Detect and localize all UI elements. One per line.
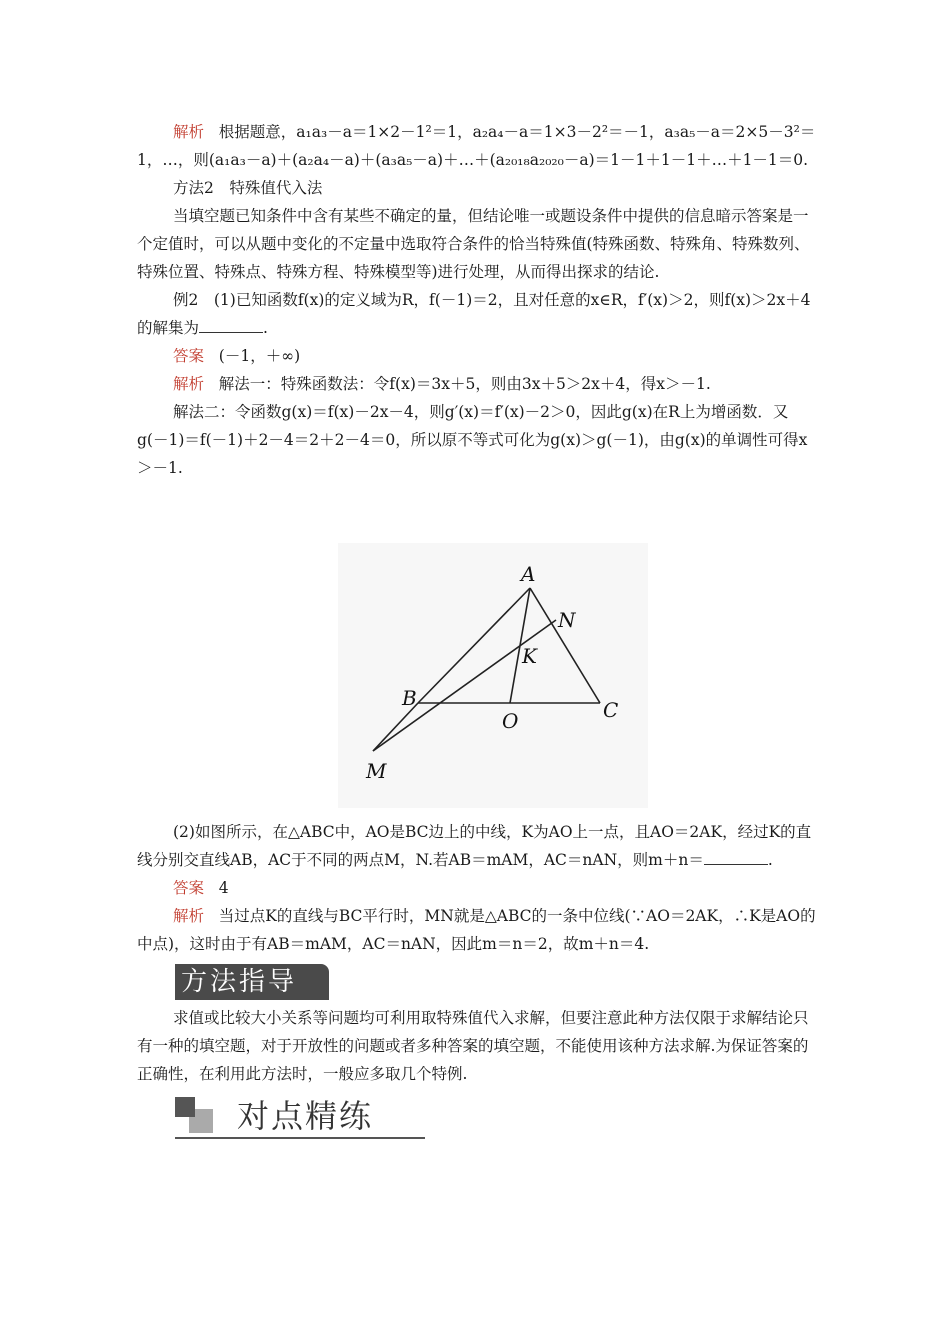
method-title: 方法2 特殊值代入法 (173, 179, 323, 197)
solution-label: 解析 (173, 375, 205, 393)
guide-text: 求值或比较大小关系等问题均可利用取特殊值代入求解，但要注意此种方法仅限于求解结论只有一种的填空题，对于开放性的问题或者多种答案的填空题，不能使用该种方法求解.为保证答案的正确性，在利用此方法时，一般应多取几个特例. (137, 1009, 809, 1083)
point-label-O: O (502, 709, 519, 733)
point-label-B: B (402, 686, 417, 710)
solution-text: 根据题意，a₁a₃－a＝1×2－1²＝1，a₂a₄－a＝1×3－2²＝－1，a₃a₅－a＝2×5－3²＝1，…，则(a₁a₃－a)＋(a₂a₄－a)＋(a₃a₅－a)＋…＋(a₂₀₁₈a₂₀₂₀－a)＝1－1＋1－1＋…＋1－1＝0. (137, 123, 816, 169)
solution-method-2: 解法二：令函数g(x)＝f(x)－2x－4，则g′(x)＝f′(x)－2＞0，因此g(x)在R上为增函数．又g(－1)＝f(－1)＋2－4＝2＋2－4＝0，所以原不等式可化为g(x)＞g(－1)，由g(x)的单调性可得x＞－1. (137, 403, 808, 477)
triangle-figure (338, 543, 648, 808)
section-title: 对点精练 (237, 1097, 374, 1135)
line-MN (373, 620, 556, 751)
line-AC (530, 588, 600, 703)
solution-paragraph-1 (137, 118, 817, 174)
guide-block (137, 1004, 817, 1088)
solution-label: 解析 (173, 123, 205, 141)
point-label-K: K (522, 644, 537, 668)
answer-2: 答案 4 (173, 879, 229, 897)
main-text (137, 118, 817, 482)
method-text: 当填空题已知条件中含有某些不确定的量，但结论唯一或题设条件中提供的信息暗示答案是一个定值时，可以从题中变化的不定量中选取符合条件的恰当特殊值(特殊函数、特殊角、特殊数列、特殊位置、特殊点、特殊方程、特殊模型等)进行处理，从而得出探求的结论. (137, 207, 810, 281)
answer-label: 答案 (173, 347, 205, 365)
line-BM (373, 703, 418, 751)
question-2-block (137, 818, 817, 958)
method-guide-banner: 方法指导 (175, 964, 329, 1000)
answer-label: 答案 (173, 879, 205, 897)
answer-1: 答案 (－1，＋∞) (173, 347, 301, 365)
solution-question-2: 解析 当过点K的直线与BC平行时，MN就是△ABC的一条中位线(∵AO＝2AK，∴K是AO的中点)，这时由于有AB＝mAM，AC＝nAN，因此m＝n＝2，故m＋n＝4. (137, 907, 816, 953)
point-label-N: N (558, 608, 576, 632)
answer-blank (704, 848, 768, 865)
triangle-diagram (338, 543, 648, 808)
example-question-2: (2)如图所示，在△ABC中，AO是BC边上的中线，K为AO上一点，且AO＝2AK，经过K的直线分别交直线AB，AC于不同的两点M，N.若AB＝mAM，AC＝nAN，则m＋n＝ . (137, 823, 812, 869)
point-label-M: M (366, 759, 387, 783)
point-label-C: C (603, 698, 619, 722)
solution-method-1: 解析 解法一：特殊函数法：令f(x)＝3x＋5，则由3x＋5＞2x＋4，得x＞－1. (173, 375, 711, 393)
solution-label: 解析 (173, 907, 205, 925)
example-question-1: 例2 (1)已知函数f(x)的定义域为R，f(－1)＝2，且对任意的x∈R，f′(x)＞2，则f(x)＞2x＋4的解集为 . (137, 291, 811, 337)
point-label-A: A (521, 562, 536, 586)
answer-blank (199, 316, 263, 333)
practice-section-header (175, 1095, 425, 1139)
decor-square-icon (175, 1097, 195, 1117)
